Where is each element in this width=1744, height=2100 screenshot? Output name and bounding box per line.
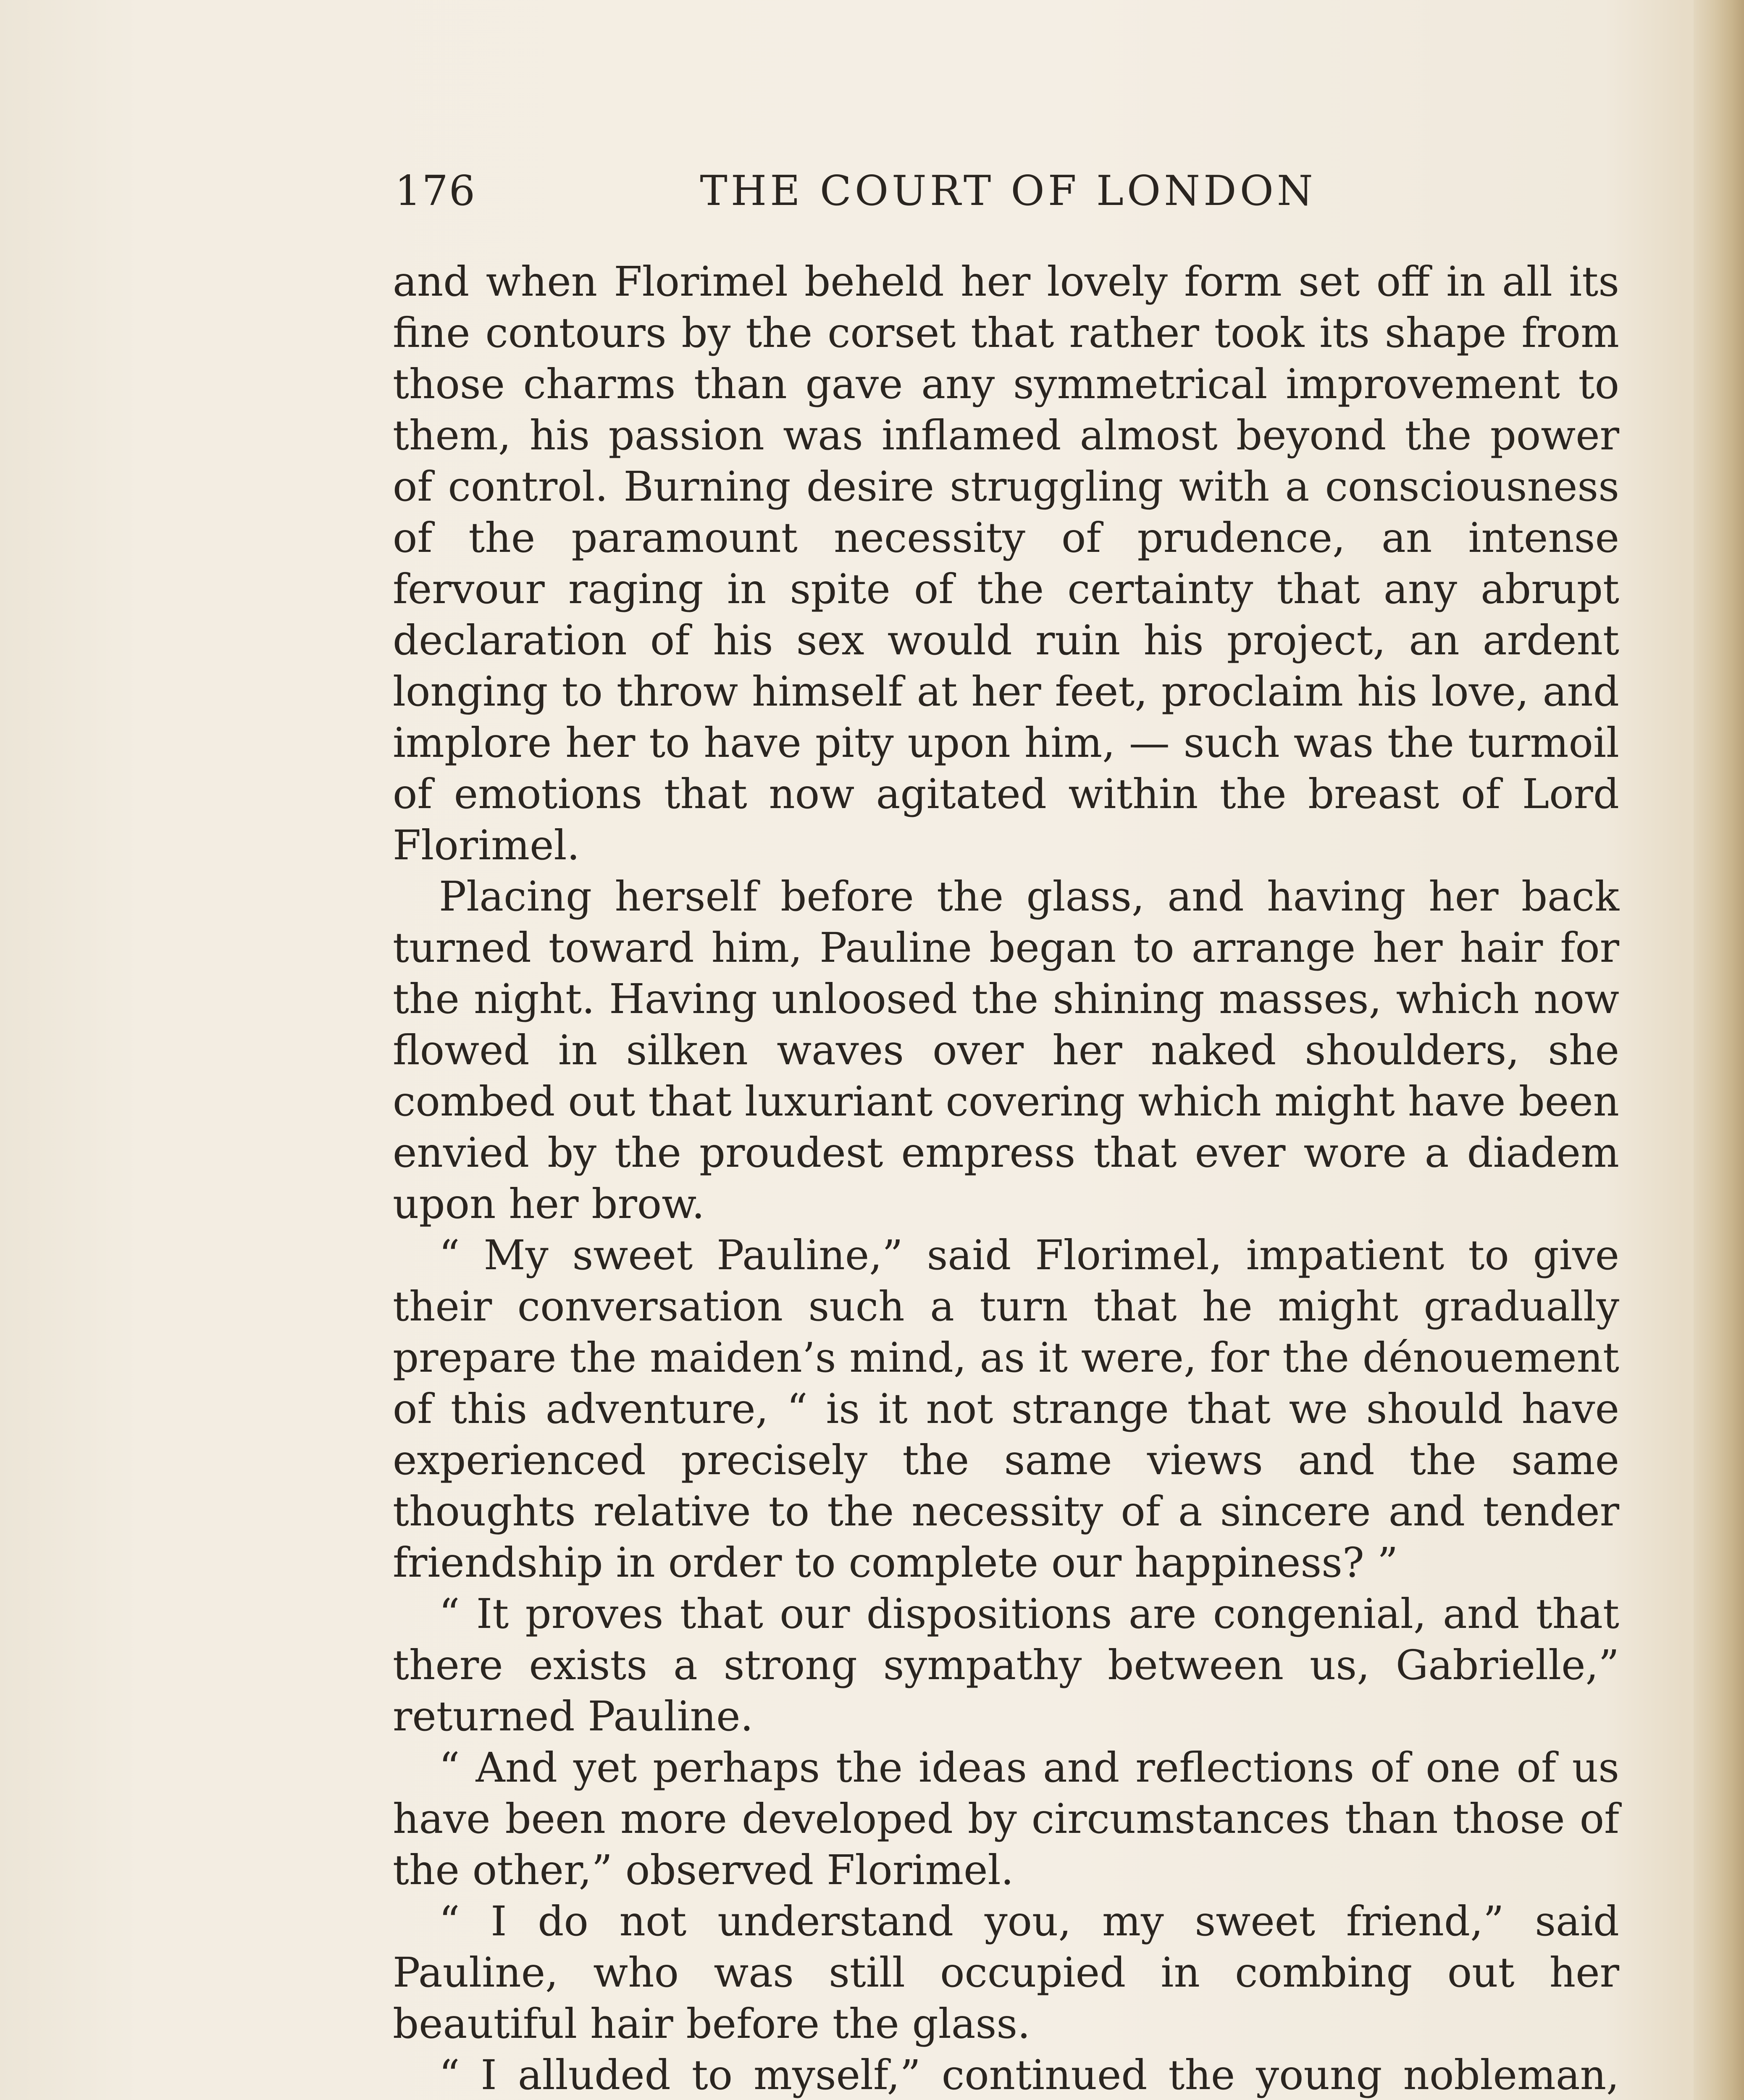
body-text <box>393 256 1619 2100</box>
running-head: THE COURT OF LONDON <box>700 167 1316 215</box>
paragraph: “ I alluded to myself,” continued the young nobleman, <box>439 2051 1619 2099</box>
paragraph: Placing herself before the glass, and having her back turned toward him, Pauline began to arrange her hair for the night. Having unloosed the shining masses, which now flowed in silken waves over her naked shoulders, she combed out that luxuriant covering which might have been envied by the proudest empress that ever wore a diadem upon her brow. <box>393 873 1619 1228</box>
paragraph: “ And yet perhaps the ideas and reflections of one of us have been more developed by circumstances than those of the other,” observed Florimel. <box>393 1744 1619 1894</box>
paragraph: “ It proves that our dispositions are congenial, and that there exists a strong sympathy between us, Gabrielle,” returned Pauline. <box>393 1590 1619 1740</box>
page-edge <box>1694 0 1744 2100</box>
paragraph: “ I do not understand you, my sweet friend,” said Pauline, who was still occupied in combing out her beautiful hair before the glass. <box>393 1898 1619 2048</box>
page-header <box>395 167 1621 230</box>
paragraph: “ My sweet Pauline,” said Florimel, impatient to give their conversation such a turn that he might gradually prepare the maiden’s mind, as it were, for the dénouement of this adventure, “ is it not strange that we should have experienced precisely the same views and the same thoughts relative to the necessity of a sincere and tender friendship in order to complete our happiness? ” <box>393 1231 1619 1586</box>
page-number: 176 <box>395 167 476 215</box>
paragraph: and when Florimel beheld her lovely form set off in all its fine contours by the corset that rather took its shape from those charms than gave any symmetrical improvement to them, his passion was inflamed almost beyond the power of control. Burning desire struggling with a consciousness of the paramount necessity of prudence, an intense fervour raging in spite of the certainty that any abrupt declaration of his sex would ruin his project, an ardent longing to throw himself at her feet, proclaim his love, and implore her to have pity upon him, — such was the turmoil of emotions that now agitated within the breast of Lord Florimel. <box>393 258 1619 869</box>
